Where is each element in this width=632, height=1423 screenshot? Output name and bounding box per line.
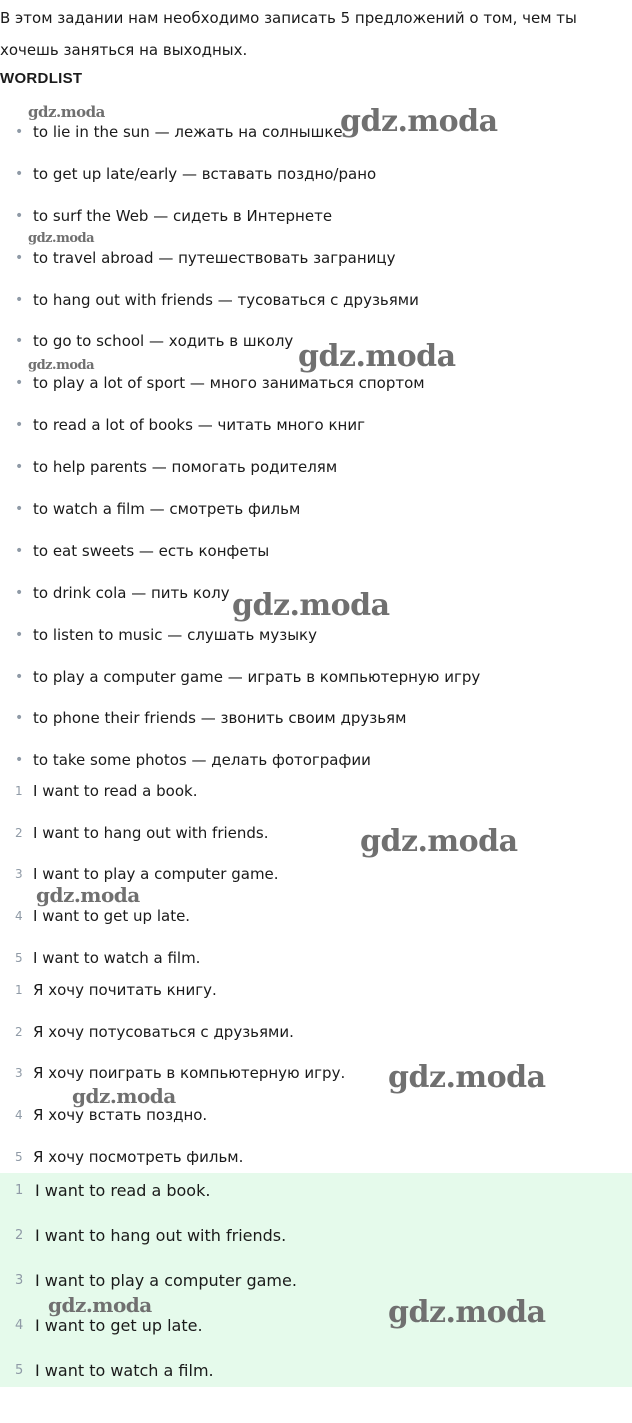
watermark: gdz.moda <box>36 883 140 907</box>
item-number: 2 <box>15 1024 23 1039</box>
wordlist-item <box>0 403 620 445</box>
wordlist-item <box>0 696 620 738</box>
item-number: 1 <box>15 784 23 798</box>
wordlist-item-text: to take some photos — делать фотографии <box>33 751 371 770</box>
wordlist-item <box>0 613 620 655</box>
item-number: 2 <box>15 825 23 840</box>
wordlist-item-text: to play a lot of sport — много заниматься спортом <box>33 374 425 393</box>
bullet-icon: • <box>15 124 24 140</box>
list-item <box>0 1102 620 1144</box>
bullet-icon: • <box>15 501 24 518</box>
wordlist-item <box>0 529 620 571</box>
list-item <box>0 820 620 862</box>
watermark: gdz.moda <box>388 1295 546 1330</box>
list-item <box>0 1178 620 1223</box>
item-number: 4 <box>15 909 23 924</box>
wordlist-item <box>0 361 620 403</box>
item-text: I want to hang out with friends. <box>35 1226 287 1245</box>
wordlist-heading: WORDLIST <box>0 70 83 87</box>
wordlist-item-text: to drink cola — пить колу <box>33 583 230 602</box>
wordlist-item <box>0 319 620 361</box>
list-item <box>0 903 620 945</box>
wordlist-item <box>0 278 620 320</box>
item-number: 3 <box>15 867 23 882</box>
item-text: Я хочу посмотреть фильм. <box>33 1147 244 1166</box>
item-number: 5 <box>15 950 23 965</box>
wordlist-item <box>0 738 620 780</box>
item-number: 3 <box>15 1066 23 1081</box>
item-text: Я хочу поиграть в компьютерную игру. <box>33 1064 346 1083</box>
list-item <box>0 1313 620 1358</box>
bullet-icon: • <box>15 710 24 727</box>
bullet-icon: • <box>15 459 24 476</box>
wordlist-item-text: to watch a film — смотреть фильм <box>33 500 301 519</box>
list-item <box>0 861 620 903</box>
russian-sentences-list <box>0 977 620 1185</box>
item-text: I want to read a book. <box>33 782 198 800</box>
bullet-icon: • <box>15 668 24 685</box>
bullet-icon: • <box>15 752 24 769</box>
wordlist-item-text: to surf the Web — сидеть в Интернете <box>33 206 333 225</box>
item-text: I want to watch a film. <box>35 1361 214 1380</box>
watermark: gdz.moda <box>28 358 95 373</box>
watermark: gdz.moda <box>72 1084 176 1108</box>
watermark: gdz.moda <box>340 104 498 139</box>
wordlist-item <box>0 152 620 194</box>
answer-sentences-list <box>0 1178 620 1403</box>
item-number: 2 <box>15 1228 24 1243</box>
wordlist-item-text: to read a lot of books — читать много книг <box>33 416 365 435</box>
list-item <box>0 977 620 1019</box>
wordlist-item-text: to travel abroad — путешествовать заграницу <box>33 248 396 267</box>
item-text: I want to get up late. <box>33 907 191 926</box>
watermark: gdz.moda <box>48 1293 152 1317</box>
bullet-icon: • <box>15 584 24 601</box>
wordlist-item <box>0 445 620 487</box>
item-text: I want to watch a film. <box>33 948 201 967</box>
wordlist-item <box>0 194 620 236</box>
wordlist-item <box>0 236 620 278</box>
item-text: I want to play a computer game. <box>35 1271 297 1290</box>
item-text: I want to get up late. <box>35 1316 203 1335</box>
list-item <box>0 1358 620 1403</box>
wordlist-item-text: to play a computer game — играть в компьютерную игру <box>33 667 481 686</box>
wordlist-item-text: to help parents — помогать родителям <box>33 458 338 477</box>
watermark: gdz.moda <box>28 103 105 121</box>
item-number: 1 <box>15 983 23 997</box>
item-number: 5 <box>15 1363 24 1378</box>
item-number: 4 <box>15 1318 24 1333</box>
watermark: gdz.moda <box>388 1060 546 1095</box>
bullet-icon: • <box>15 375 24 392</box>
wordlist-item <box>0 110 620 152</box>
list-item <box>0 1019 620 1061</box>
wordlist-item <box>0 655 620 697</box>
wordlist-item-text: to hang out with friends — тусоваться с друзьями <box>33 290 419 309</box>
wordlist-item-text: to listen to music — слушать музыку <box>33 625 317 644</box>
item-text: Я хочу потусоваться с друзьями. <box>33 1022 294 1041</box>
bullet-icon: • <box>15 291 24 308</box>
task-description: В этом задании нам необходимо записать 5 предложений о том, чем ты хочешь заняться на выходных. <box>0 9 577 59</box>
item-number: 1 <box>15 1183 24 1198</box>
list-item <box>0 1268 620 1313</box>
wordlist-item-text: to lie in the sun — лежать на солнышке <box>33 123 343 141</box>
wordlist <box>0 110 620 780</box>
item-number: 3 <box>15 1273 24 1288</box>
answer-box <box>0 1173 632 1387</box>
bullet-icon: • <box>15 417 24 434</box>
wordlist-item-text: to eat sweets — есть конфеты <box>33 541 270 560</box>
bullet-icon: • <box>15 249 24 266</box>
item-number: 4 <box>15 1108 23 1123</box>
item-text: I want to read a book. <box>35 1181 211 1200</box>
watermark: gdz.moda <box>28 231 95 246</box>
bullet-icon: • <box>15 165 24 182</box>
item-text: Я хочу почитать книгу. <box>33 981 217 999</box>
wordlist-item-text: to get up late/early — вставать поздно/рано <box>33 164 377 183</box>
item-text: I want to play a computer game. <box>33 865 279 884</box>
item-text: Я хочу встать поздно. <box>33 1106 208 1125</box>
bullet-icon: • <box>15 626 24 643</box>
watermark: gdz.moda <box>298 339 456 374</box>
list-item <box>0 778 620 820</box>
english-sentences-list <box>0 778 620 986</box>
wordlist-item <box>0 571 620 613</box>
bullet-icon: • <box>15 333 24 350</box>
item-text: I want to hang out with friends. <box>33 823 269 842</box>
list-item <box>0 1060 620 1102</box>
watermark: gdz.moda <box>232 588 390 623</box>
wordlist-item-text: to phone their friends — звонить своим друзьям <box>33 709 407 728</box>
bullet-icon: • <box>15 207 24 224</box>
list-item <box>0 1223 620 1268</box>
item-number: 5 <box>15 1149 23 1164</box>
watermark: gdz.moda <box>360 824 518 859</box>
bullet-icon: • <box>15 542 24 559</box>
wordlist-item <box>0 487 620 529</box>
wordlist-item-text: to go to school — ходить в школу <box>33 332 294 351</box>
